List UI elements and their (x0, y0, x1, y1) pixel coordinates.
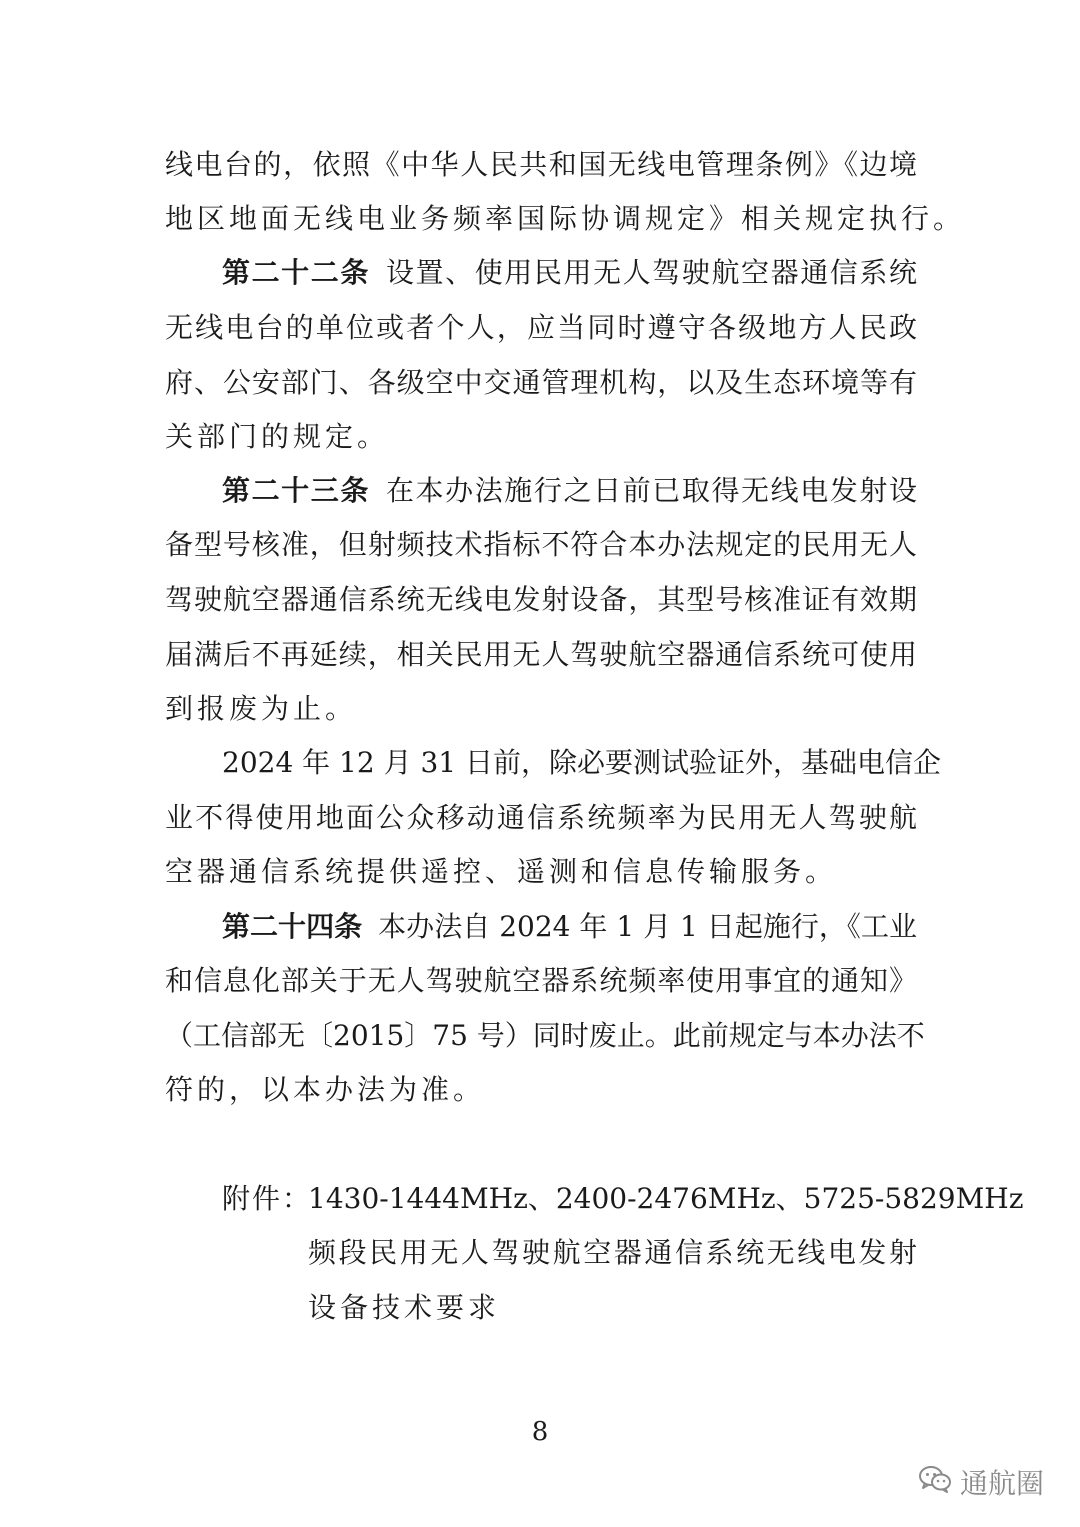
article-24-heading: 第二十四条 (222, 910, 363, 943)
page-number: 8 (531, 1417, 549, 1447)
article-23-line: 驾驶航空器通信系统无线电发射设备，其型号核准证有效期 (165, 583, 917, 616)
attachment-line: 设备技术要求 (308, 1291, 501, 1324)
article-23-heading: 第二十三条 (222, 474, 370, 507)
article-23-text: 在本办法施行之日前已取得无线电发射设 (385, 474, 917, 507)
wechat-icon (918, 1465, 952, 1500)
article-23-paragraph2-line: 业不得使用地面公众移动通信系统频率为民用无人驾驶航 (165, 801, 917, 834)
article-22-text: 设置、使用民用无人驾驶航空器通信系统 (385, 256, 917, 289)
article-23-paragraph2-line: 空器通信系统提供遥控、遥测和信息传输服务。 (165, 855, 838, 888)
article-23-line: 到报废为止。 (165, 692, 358, 725)
article-24-line: 和信息化部关于无人驾驶航空器系统频率使用事宜的通知》 (165, 964, 917, 997)
article-22-line: 关部门的规定。 (165, 420, 390, 453)
article-23-line: 备型号核准，但射频技术指标不符合本办法规定的民用无人 (165, 528, 917, 561)
watermark (918, 1462, 1044, 1502)
article-23-paragraph2-line: 2024 年 12 月 31 日前，除必要测试验证外，基础电信企 (222, 746, 942, 779)
article-22-heading: 第二十二条 (222, 256, 370, 289)
article-23-first-line (222, 473, 917, 509)
article-23-line: 届满后不再延续，相关民用无人驾驶航空器通信系统可使用 (165, 638, 917, 671)
article-22-line: 无线电台的单位或者个人，应当同时遵守各级地方人民政 (165, 311, 917, 344)
article-24-first-line (222, 909, 917, 945)
attachment-label: 附件： (222, 1182, 313, 1215)
article-22-first-line (222, 255, 917, 291)
continuation-line: 地区地面无线电业务频率国际协调规定》相关规定执行。 (165, 202, 966, 235)
article-22-line: 府、公安部门、各级空中交通管理机构，以及生态环境等有 (165, 366, 917, 399)
attachment-line: 1430-1444MHz、2400-2476MHz、5725-5829MHz (308, 1182, 1024, 1215)
article-24-line: （工信部无〔2015〕75 号）同时废止。此前规定与本办法不 (165, 1019, 925, 1052)
article-24-text: 本办法自 2024 年 1 月 1 日起施行，《工业 (378, 910, 917, 943)
continuation-line: 线电台的，依照《中华人民共和国无线电管理条例》《边境 (165, 148, 917, 181)
attachment-line: 频段民用无人驾驶航空器通信系统无线电发射 (308, 1236, 917, 1269)
watermark-text: 通航圈 (959, 1467, 1044, 1500)
article-24-line: 符的，以本办法为准。 (165, 1073, 486, 1106)
